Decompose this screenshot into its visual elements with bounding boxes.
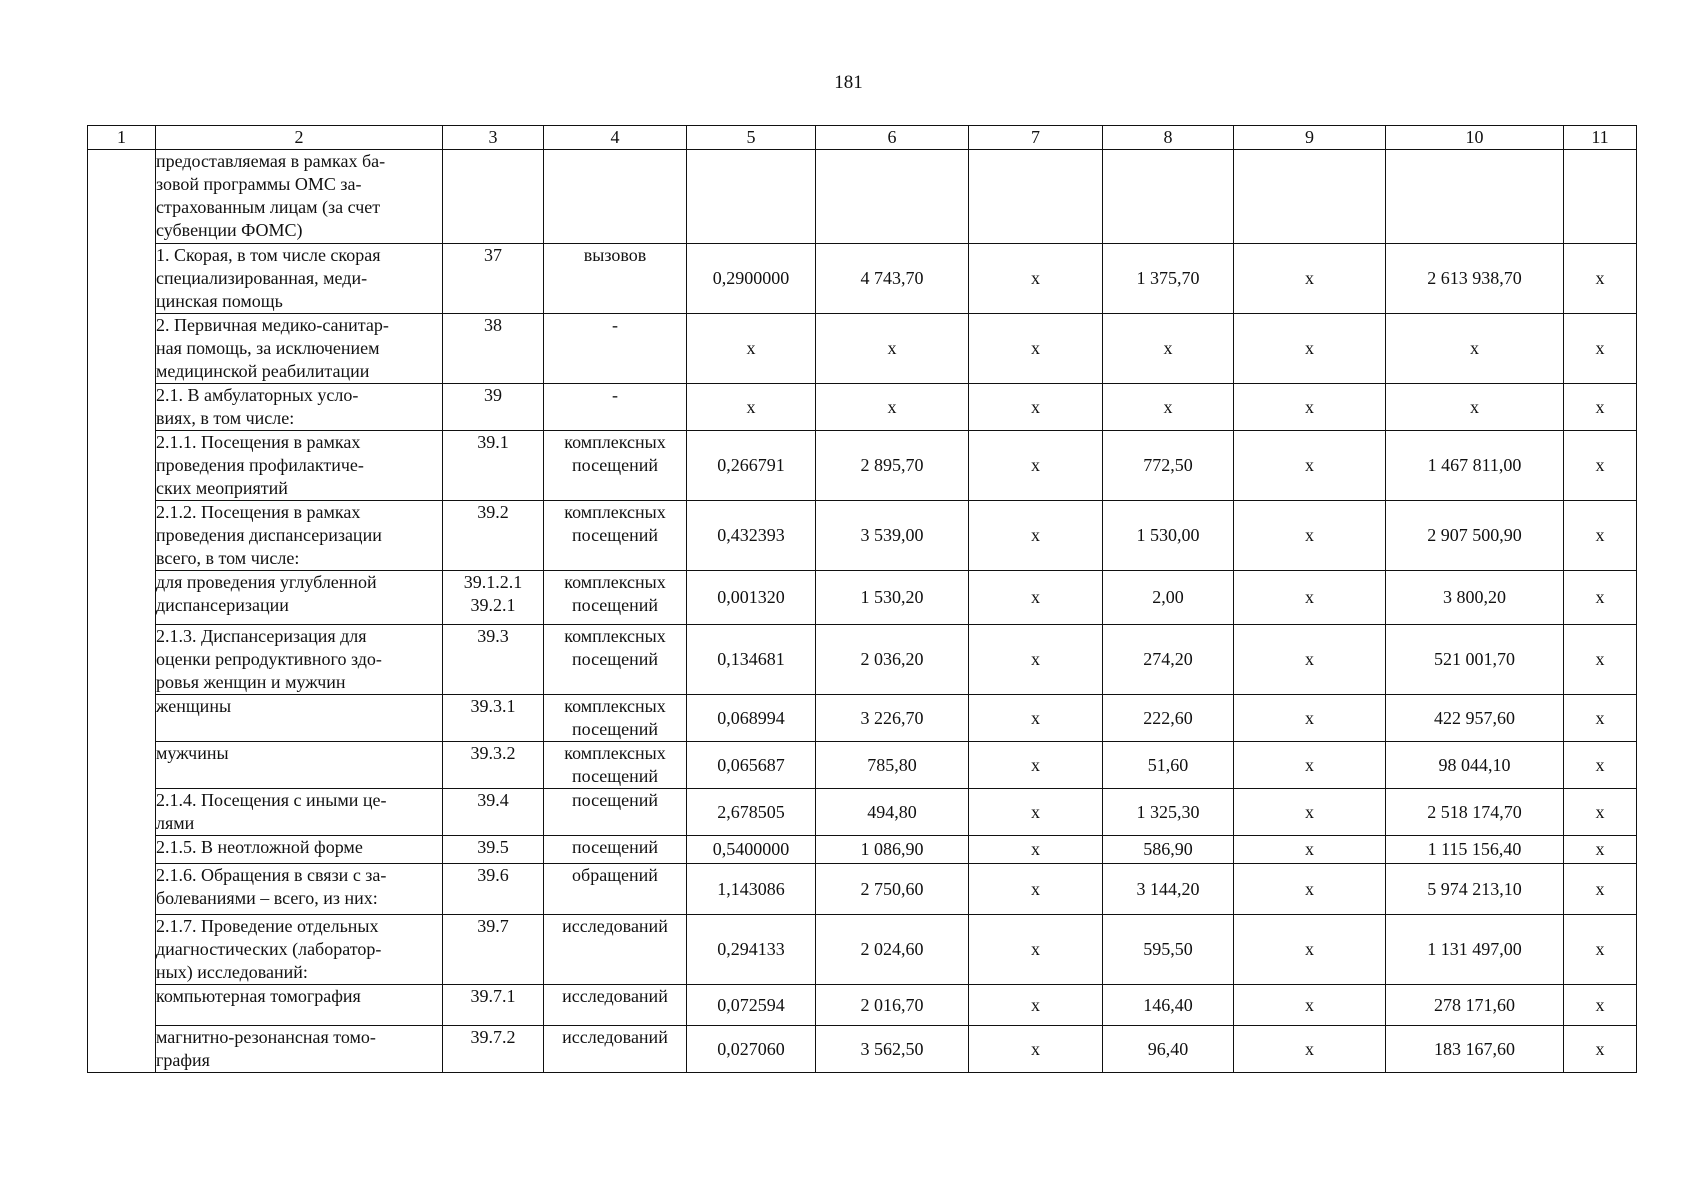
- row-unit: обращений: [544, 864, 687, 915]
- value-col-11: х: [1564, 431, 1637, 501]
- value-col-11: х: [1564, 571, 1637, 625]
- value-col-11: х: [1564, 742, 1637, 789]
- row-code: 39.7: [443, 915, 544, 985]
- value-col-5: 1,143086: [687, 864, 816, 915]
- row-code: 39: [443, 384, 544, 431]
- value-col-5: 0,001320: [687, 571, 816, 625]
- row-unit: комплексных посещений: [544, 742, 687, 789]
- table-body: [88, 150, 1637, 1073]
- row-name: 2.1.2. Посещения в рамках проведения диспансеризации всего, в том числе:: [156, 501, 443, 571]
- value-col-9: х: [1234, 985, 1386, 1026]
- value-col-11: х: [1564, 695, 1637, 742]
- value-col-10: [1386, 150, 1564, 244]
- row-code: 39.3: [443, 625, 544, 695]
- row-code: 39.1: [443, 431, 544, 501]
- column-number: 3: [443, 126, 544, 150]
- value-col-11: [1564, 150, 1637, 244]
- value-col-10: 1 467 811,00: [1386, 431, 1564, 501]
- column-number: 8: [1103, 126, 1234, 150]
- value-col-10: 422 957,60: [1386, 695, 1564, 742]
- column-number: 9: [1234, 126, 1386, 150]
- value-col-10: 521 001,70: [1386, 625, 1564, 695]
- row-name: магнитно-резонансная томо- графия: [156, 1026, 443, 1073]
- table-row: [88, 571, 1637, 625]
- value-col-5: 0,134681: [687, 625, 816, 695]
- value-col-6: 2 036,20: [816, 625, 969, 695]
- value-col-11: х: [1564, 864, 1637, 915]
- value-col-10: 3 800,20: [1386, 571, 1564, 625]
- value-col-5: 0,266791: [687, 431, 816, 501]
- table-row: [88, 150, 1637, 244]
- value-col-7: [969, 150, 1103, 244]
- table-row: [88, 915, 1637, 985]
- value-col-8: 2,00: [1103, 571, 1234, 625]
- row-unit: комплексных посещений: [544, 695, 687, 742]
- row-code: 39.3.1: [443, 695, 544, 742]
- value-col-11: х: [1564, 501, 1637, 571]
- value-col-6: 2 895,70: [816, 431, 969, 501]
- value-col-9: х: [1234, 571, 1386, 625]
- value-col-6: 4 743,70: [816, 244, 969, 314]
- data-table: [87, 125, 1637, 1073]
- table-row: [88, 695, 1637, 742]
- value-col-11: х: [1564, 384, 1637, 431]
- value-col-10: х: [1386, 314, 1564, 384]
- table-row: [88, 789, 1637, 836]
- row-unit: -: [544, 314, 687, 384]
- row-name: 2.1.5. В неотложной форме: [156, 836, 443, 864]
- value-col-7: х: [969, 571, 1103, 625]
- value-col-6: [816, 150, 969, 244]
- value-col-5: 0,294133: [687, 915, 816, 985]
- row-name: компьютерная томография: [156, 985, 443, 1026]
- value-col-8: [1103, 150, 1234, 244]
- row-code: 39.4: [443, 789, 544, 836]
- row-unit: исследований: [544, 985, 687, 1026]
- value-col-9: х: [1234, 915, 1386, 985]
- row-name: 1. Скорая, в том числе скорая специализированная, меди- цинская помощь: [156, 244, 443, 314]
- row-name: предоставляемая в рамках ба- зовой программы ОМС за- страхованным лицам (за счет субвенции ФОМС): [156, 150, 443, 244]
- value-col-7: х: [969, 314, 1103, 384]
- row-code: 39.1.2.1 39.2.1: [443, 571, 544, 625]
- value-col-6: 494,80: [816, 789, 969, 836]
- row-code: 39.5: [443, 836, 544, 864]
- row-code: 39.7.2: [443, 1026, 544, 1073]
- value-col-6: 2 024,60: [816, 915, 969, 985]
- value-col-8: 274,20: [1103, 625, 1234, 695]
- value-col-7: х: [969, 985, 1103, 1026]
- value-col-10: 1 115 156,40: [1386, 836, 1564, 864]
- value-col-8: 3 144,20: [1103, 864, 1234, 915]
- value-col-5: 0,5400000: [687, 836, 816, 864]
- column-number: 4: [544, 126, 687, 150]
- row-name: для проведения углубленной диспансеризации: [156, 571, 443, 625]
- value-col-7: х: [969, 431, 1103, 501]
- column-number: 10: [1386, 126, 1564, 150]
- value-col-8: 1 375,70: [1103, 244, 1234, 314]
- value-col-6: 3 562,50: [816, 1026, 969, 1073]
- value-col-7: х: [969, 915, 1103, 985]
- column-number: 11: [1564, 126, 1637, 150]
- value-col-9: х: [1234, 836, 1386, 864]
- row-name: мужчины: [156, 742, 443, 789]
- table-row: [88, 244, 1637, 314]
- row-name: 2.1.3. Диспансеризация для оценки репродуктивного здо- ровья женщин и мужчин: [156, 625, 443, 695]
- value-col-8: 772,50: [1103, 431, 1234, 501]
- value-col-7: х: [969, 695, 1103, 742]
- table-row: [88, 836, 1637, 864]
- column-number: 6: [816, 126, 969, 150]
- value-col-9: х: [1234, 625, 1386, 695]
- value-col-10: 1 131 497,00: [1386, 915, 1564, 985]
- value-col-6: 1 530,20: [816, 571, 969, 625]
- value-col-10: 183 167,60: [1386, 1026, 1564, 1073]
- value-col-5: [687, 150, 816, 244]
- value-col-8: х: [1103, 314, 1234, 384]
- value-col-5: 0,068994: [687, 695, 816, 742]
- value-col-7: х: [969, 1026, 1103, 1073]
- table-row: [88, 1026, 1637, 1073]
- value-col-6: 3 226,70: [816, 695, 969, 742]
- value-col-6: 2 750,60: [816, 864, 969, 915]
- value-col-7: х: [969, 742, 1103, 789]
- row-name: 2. Первичная медико-санитар- ная помощь, за исключением медицинской реабилитации: [156, 314, 443, 384]
- value-col-9: х: [1234, 314, 1386, 384]
- row-unit: вызовов: [544, 244, 687, 314]
- column-number: 7: [969, 126, 1103, 150]
- row-name: 2.1.6. Обращения в связи с за- болеваниями – всего, из них:: [156, 864, 443, 915]
- row-name: 2.1.1. Посещения в рамках проведения профилактиче- ских меоприятий: [156, 431, 443, 501]
- value-col-6: х: [816, 384, 969, 431]
- value-col-11: х: [1564, 985, 1637, 1026]
- value-col-10: 5 974 213,10: [1386, 864, 1564, 915]
- value-col-9: х: [1234, 1026, 1386, 1073]
- row-unit: исследований: [544, 1026, 687, 1073]
- table-row: [88, 431, 1637, 501]
- value-col-8: 51,60: [1103, 742, 1234, 789]
- value-col-5: 0,432393: [687, 501, 816, 571]
- value-col-7: х: [969, 244, 1103, 314]
- value-col-10: 2 518 174,70: [1386, 789, 1564, 836]
- value-col-9: [1234, 150, 1386, 244]
- row-code: 39.7.1: [443, 985, 544, 1026]
- row-name: 2.1.4. Посещения с иными це- лями: [156, 789, 443, 836]
- row-unit: [544, 150, 687, 244]
- value-col-11: х: [1564, 244, 1637, 314]
- row-code: 38: [443, 314, 544, 384]
- value-col-8: х: [1103, 384, 1234, 431]
- value-col-6: 2 016,70: [816, 985, 969, 1026]
- table-row: [88, 742, 1637, 789]
- row-code: 37: [443, 244, 544, 314]
- value-col-11: х: [1564, 789, 1637, 836]
- value-col-6: 3 539,00: [816, 501, 969, 571]
- row-unit: комплексных посещений: [544, 501, 687, 571]
- value-col-9: х: [1234, 864, 1386, 915]
- table-row: [88, 625, 1637, 695]
- value-col-5: х: [687, 314, 816, 384]
- row-unit: комплексных посещений: [544, 431, 687, 501]
- column-number: 1: [88, 126, 156, 150]
- value-col-5: 0,027060: [687, 1026, 816, 1073]
- value-col-10: х: [1386, 384, 1564, 431]
- value-col-9: х: [1234, 695, 1386, 742]
- value-col-9: х: [1234, 501, 1386, 571]
- value-col-7: х: [969, 501, 1103, 571]
- table-row: [88, 864, 1637, 915]
- value-col-8: 586,90: [1103, 836, 1234, 864]
- value-col-8: 1 530,00: [1103, 501, 1234, 571]
- row-name: 2.1.7. Проведение отдельных диагностических (лаборатор- ных) исследований:: [156, 915, 443, 985]
- row-unit: исследований: [544, 915, 687, 985]
- row-code: [443, 150, 544, 244]
- column-number: 2: [156, 126, 443, 150]
- value-col-5: 0,065687: [687, 742, 816, 789]
- value-col-5: 0,2900000: [687, 244, 816, 314]
- row-unit: посещений: [544, 836, 687, 864]
- value-col-8: 222,60: [1103, 695, 1234, 742]
- value-col-11: х: [1564, 836, 1637, 864]
- value-col-9: х: [1234, 431, 1386, 501]
- row-code: 39.3.2: [443, 742, 544, 789]
- value-col-6: 1 086,90: [816, 836, 969, 864]
- value-col-5: 2,678505: [687, 789, 816, 836]
- value-col-9: х: [1234, 742, 1386, 789]
- table-row: [88, 384, 1637, 431]
- value-col-10: 2 907 500,90: [1386, 501, 1564, 571]
- row-number-column: [88, 150, 156, 1073]
- value-col-10: 2 613 938,70: [1386, 244, 1564, 314]
- row-unit: комплексных посещений: [544, 571, 687, 625]
- value-col-7: х: [969, 789, 1103, 836]
- value-col-10: 278 171,60: [1386, 985, 1564, 1026]
- value-col-7: х: [969, 625, 1103, 695]
- page-number: 181: [834, 72, 863, 93]
- value-col-5: 0,072594: [687, 985, 816, 1026]
- value-col-5: х: [687, 384, 816, 431]
- row-name: женщины: [156, 695, 443, 742]
- value-col-9: х: [1234, 384, 1386, 431]
- row-code: 39.2: [443, 501, 544, 571]
- table-row: [88, 985, 1637, 1026]
- table-row: [88, 501, 1637, 571]
- value-col-9: х: [1234, 244, 1386, 314]
- value-col-6: 785,80: [816, 742, 969, 789]
- row-unit: посещений: [544, 789, 687, 836]
- row-unit: комплексных посещений: [544, 625, 687, 695]
- value-col-8: 595,50: [1103, 915, 1234, 985]
- value-col-11: х: [1564, 314, 1637, 384]
- value-col-7: х: [969, 836, 1103, 864]
- value-col-7: х: [969, 864, 1103, 915]
- row-name: 2.1. В амбулаторных усло- виях, в том числе:: [156, 384, 443, 431]
- row-unit: -: [544, 384, 687, 431]
- value-col-9: х: [1234, 789, 1386, 836]
- value-col-11: х: [1564, 1026, 1637, 1073]
- column-number: 5: [687, 126, 816, 150]
- value-col-10: 98 044,10: [1386, 742, 1564, 789]
- row-code: 39.6: [443, 864, 544, 915]
- value-col-6: х: [816, 314, 969, 384]
- value-col-11: х: [1564, 625, 1637, 695]
- value-col-8: 146,40: [1103, 985, 1234, 1026]
- value-col-8: 1 325,30: [1103, 789, 1234, 836]
- value-col-7: х: [969, 384, 1103, 431]
- value-col-8: 96,40: [1103, 1026, 1234, 1073]
- column-number-header-row: [88, 126, 1637, 150]
- table-row: [88, 314, 1637, 384]
- value-col-11: х: [1564, 915, 1637, 985]
